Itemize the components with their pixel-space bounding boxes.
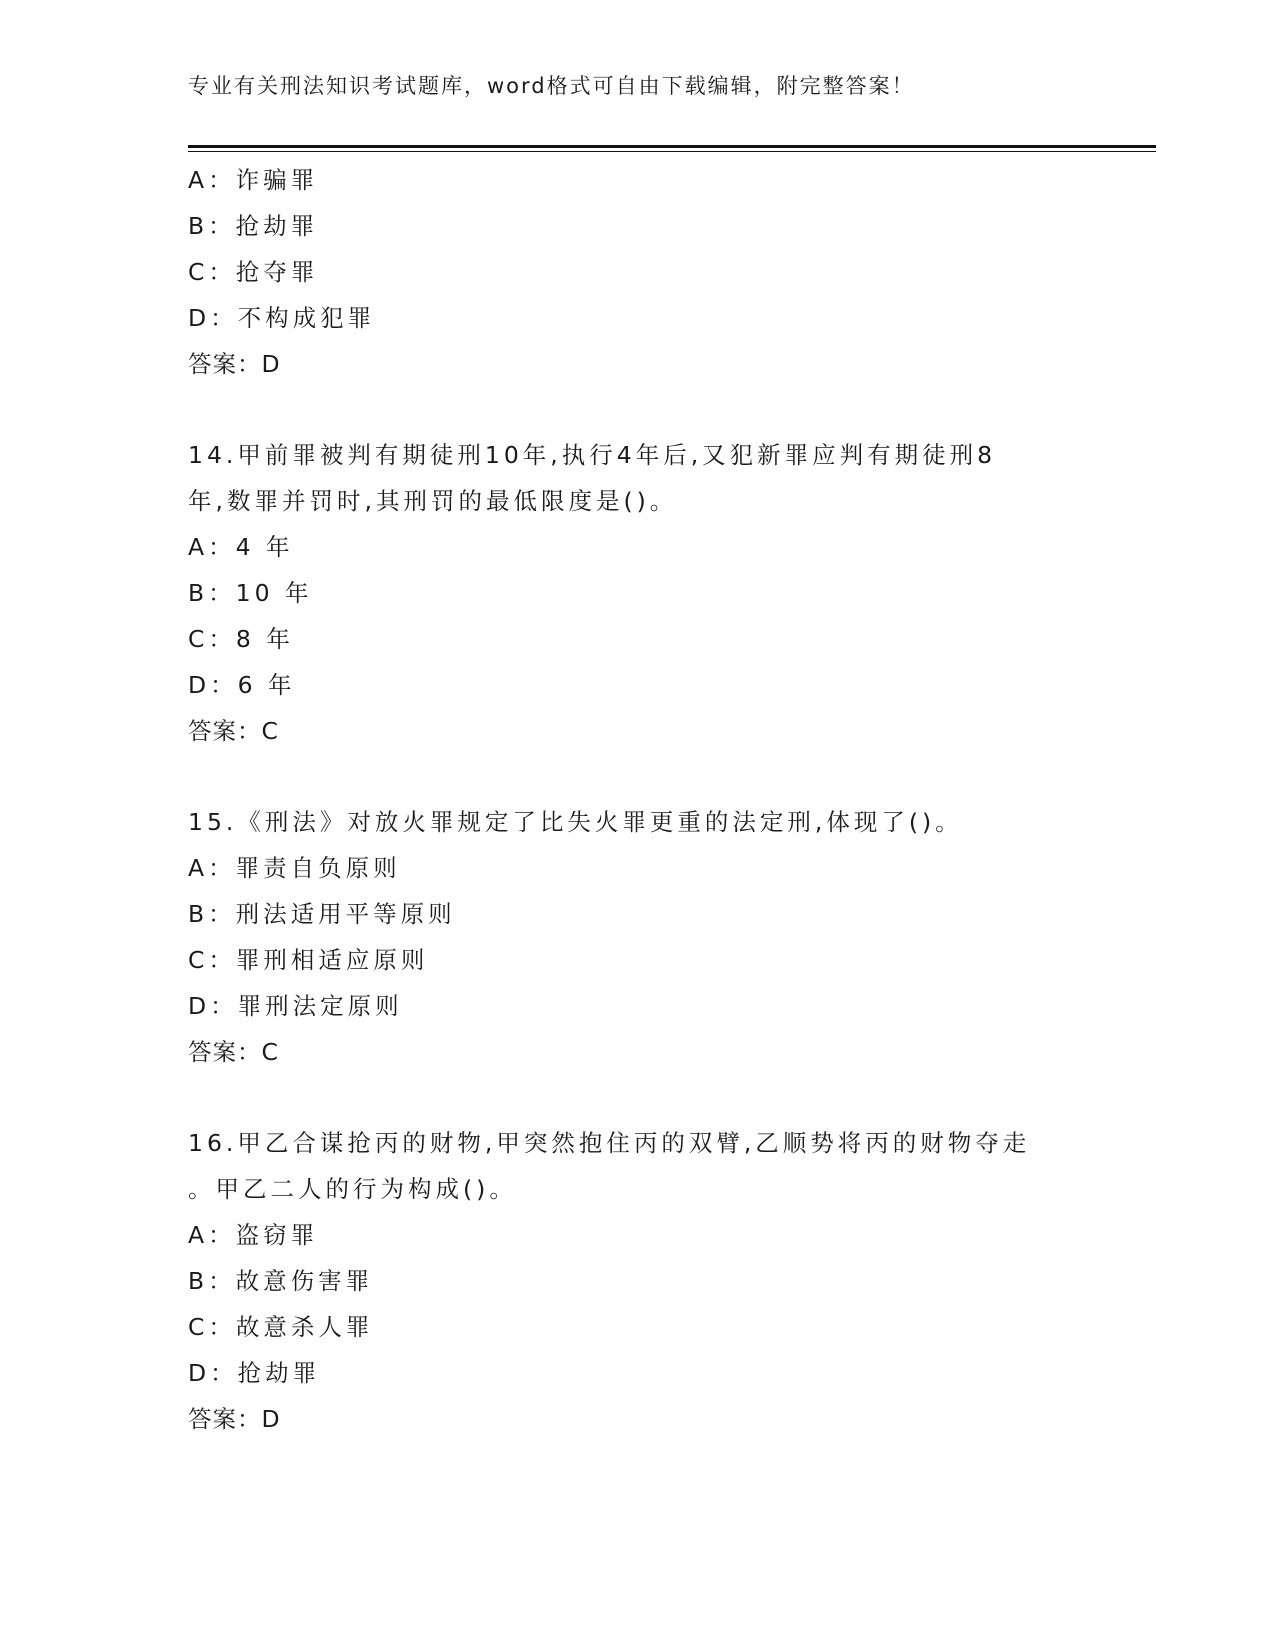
option-b: B：抢劫罪 <box>188 212 319 240</box>
answer-line: 答案：D <box>188 350 281 378</box>
option-b: B：10 年 <box>188 579 313 607</box>
option-b: B：刑法适用平等原则 <box>188 900 456 928</box>
spacer <box>188 754 1156 799</box>
header-divider <box>188 145 1156 152</box>
question-stem: 。甲乙二人的行为构成()。 <box>188 1175 517 1203</box>
page-header: 专业有关刑法知识考试题库，word格式可自由下载编辑，附完整答案！ <box>188 74 915 98</box>
question-stem: 16.甲乙合谋抢丙的财物,甲突然抱住丙的双臂,乙顺势将丙的财物夺走 <box>188 1129 1031 1157</box>
question-block-14 <box>188 432 1156 754</box>
spacer <box>188 387 1156 432</box>
question-list <box>188 157 1156 1442</box>
answer-line: 答案：C <box>188 717 279 745</box>
option-d: D：不构成犯罪 <box>188 304 376 332</box>
option-c: C：抢夺罪 <box>188 258 319 286</box>
option-b: B：故意伤害罪 <box>188 1267 374 1295</box>
option-d: D：6 年 <box>188 671 296 699</box>
option-a: A：罪责自负原则 <box>188 854 401 882</box>
question-block-16 <box>188 1120 1156 1442</box>
option-d: D：抢劫罪 <box>188 1359 321 1387</box>
option-c: C：罪刑相适应原则 <box>188 946 429 974</box>
question-block-13-tail <box>188 157 1156 387</box>
spacer <box>188 1075 1156 1120</box>
option-c: C：故意杀人罪 <box>188 1313 374 1341</box>
question-stem: 15.《刑法》对放火罪规定了比失火罪更重的法定刑,体现了()。 <box>188 808 963 836</box>
question-stem: 年,数罪并罚时,其刑罚的最低限度是()。 <box>188 487 678 515</box>
option-c: C：8 年 <box>188 625 294 653</box>
option-d: D：罪刑法定原则 <box>188 992 403 1020</box>
answer-line: 答案：C <box>188 1038 279 1066</box>
answer-line: 答案：D <box>188 1405 281 1433</box>
option-a: A：诈骗罪 <box>188 166 319 194</box>
question-block-15 <box>188 799 1156 1075</box>
option-a: A：4 年 <box>188 533 294 561</box>
question-stem: 14.甲前罪被判有期徒刑10年,执行4年后,又犯新罪应判有期徒刑8 <box>188 441 997 469</box>
option-a: A：盗窃罪 <box>188 1221 319 1249</box>
